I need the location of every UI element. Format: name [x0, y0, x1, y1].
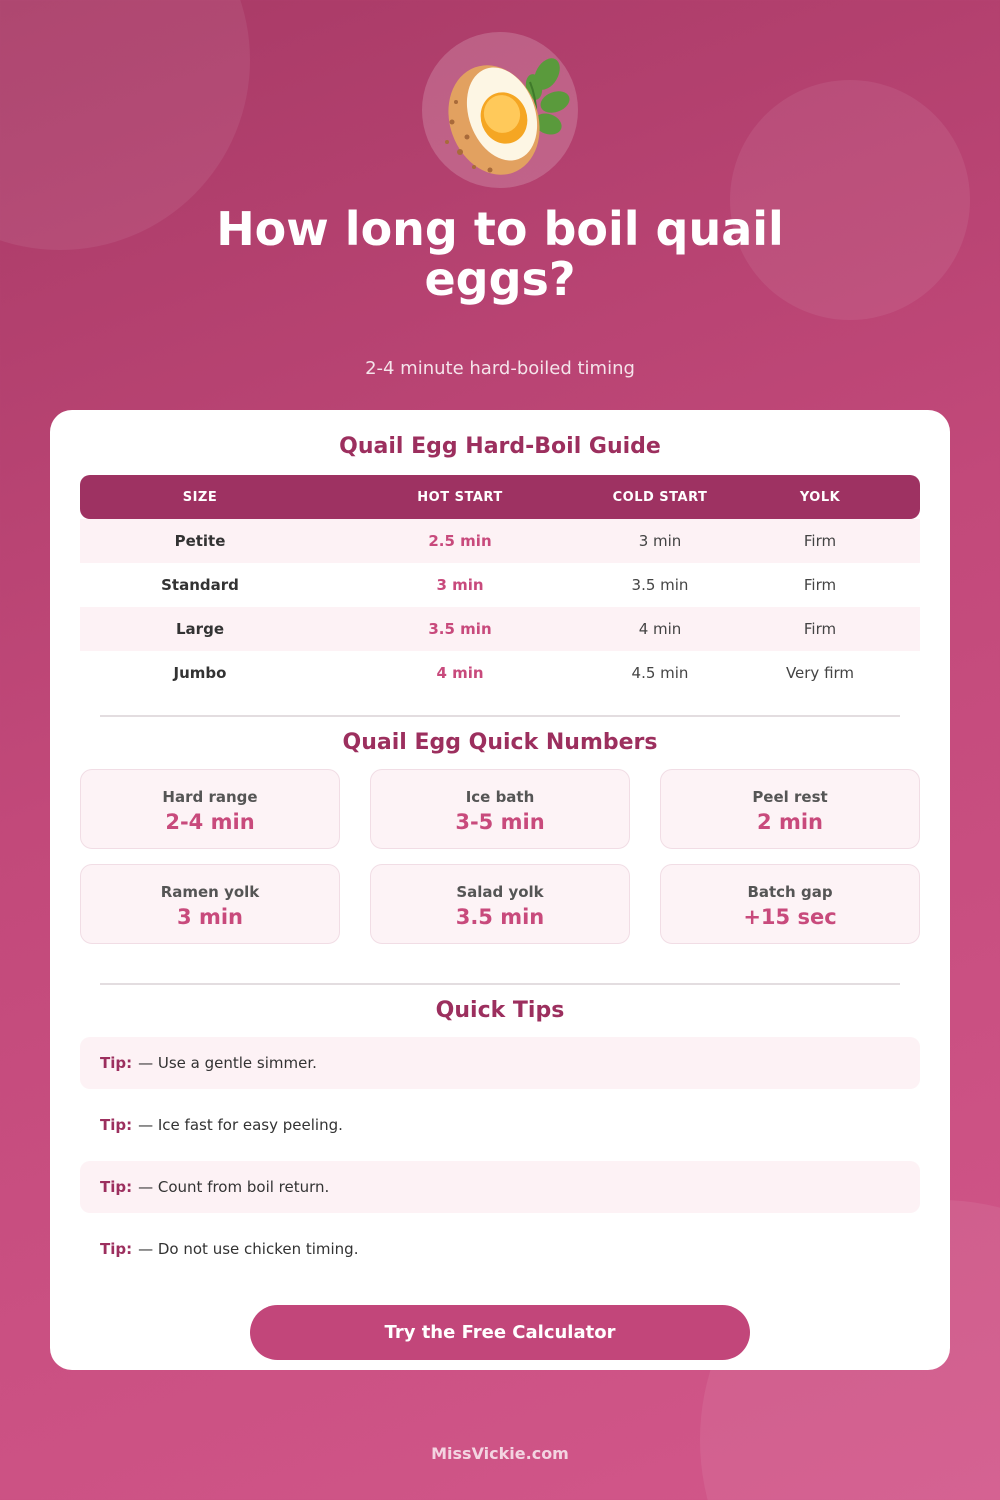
page-subtitle: 2-4 minute hard-boiled timing	[365, 358, 635, 379]
cell-size: Standard	[161, 576, 239, 594]
tip-text: — Do not use chicken timing.	[138, 1240, 359, 1258]
footer-brand[interactable]: MissVickie.com	[431, 1444, 569, 1463]
tip-label: Tip:	[100, 1116, 133, 1134]
section-divider	[100, 983, 900, 985]
column-header-size: SIZE	[182, 489, 218, 505]
column-header-hot-start: HOT START	[417, 489, 503, 505]
tip-label: Tip:	[100, 1178, 133, 1196]
cell-cold-start: 4 min	[638, 620, 682, 638]
try-calculator-button[interactable]: Try the Free Calculator	[250, 1305, 750, 1360]
cell-size: Jumbo	[173, 664, 227, 682]
cell-yolk: Firm	[803, 532, 837, 550]
tips-title: Quick Tips	[435, 998, 565, 1023]
cell-hot-start: 3 min	[436, 576, 484, 594]
cell-size: Petite	[174, 532, 226, 550]
cell-cold-start: 3 min	[638, 532, 682, 550]
column-header-cold-start: COLD START	[612, 489, 708, 505]
stat-value: 3 min	[177, 905, 243, 929]
stat-label: Ice bath	[465, 788, 535, 806]
page-title: How long to boil quail eggs?	[216, 202, 784, 306]
stat-card-batch-gap	[660, 864, 920, 944]
stat-card-hard-range	[80, 769, 340, 849]
cell-cold-start: 4.5 min	[631, 664, 689, 682]
tip-text: — Count from boil return.	[138, 1178, 330, 1196]
table-row	[80, 651, 920, 695]
stat-label: Batch gap	[747, 883, 833, 901]
tip-text: — Ice fast for easy peeling.	[138, 1116, 343, 1134]
cell-yolk: Very firm	[785, 664, 855, 682]
tip-item	[80, 1099, 920, 1151]
cell-hot-start: 4 min	[436, 664, 484, 682]
table-header	[80, 475, 920, 519]
guide-card	[50, 410, 950, 1370]
table-row	[80, 607, 920, 651]
stat-value: +15 sec	[743, 905, 837, 929]
stat-value: 3.5 min	[455, 905, 545, 929]
stat-card-peel-rest	[660, 769, 920, 849]
stat-card-ramen-yolk	[80, 864, 340, 944]
stat-card-salad-yolk	[370, 864, 630, 944]
table-row	[80, 519, 920, 563]
guide-title: Quail Egg Hard-Boil Guide	[339, 434, 661, 459]
tip-text: — Use a gentle simmer.	[138, 1054, 317, 1072]
cell-yolk: Firm	[803, 620, 837, 638]
cell-yolk: Firm	[803, 576, 837, 594]
cell-size: Large	[176, 620, 224, 638]
tip-item	[80, 1223, 920, 1275]
halved-egg-icon	[422, 32, 578, 188]
stat-value: 2 min	[757, 810, 823, 834]
tip-item	[80, 1161, 920, 1213]
stat-label: Hard range	[162, 788, 258, 806]
tip-label: Tip:	[100, 1240, 133, 1258]
stat-value: 3-5 min	[455, 810, 545, 834]
cell-cold-start: 3.5 min	[631, 576, 689, 594]
quick-numbers-title: Quail Egg Quick Numbers	[342, 730, 658, 755]
stat-label: Peel rest	[752, 788, 828, 806]
stat-value: 2-4 min	[165, 810, 255, 834]
table-row	[80, 563, 920, 607]
tip-label: Tip:	[100, 1054, 133, 1072]
boil-guide-table	[80, 475, 920, 695]
column-header-yolk: YOLK	[799, 489, 841, 505]
stat-label: Ramen yolk	[160, 883, 260, 901]
stat-card-ice-bath	[370, 769, 630, 849]
tip-item	[80, 1037, 920, 1089]
section-divider	[100, 715, 900, 717]
cell-hot-start: 2.5 min	[428, 532, 492, 550]
stat-label: Salad yolk	[456, 883, 544, 901]
cell-hot-start: 3.5 min	[428, 620, 492, 638]
